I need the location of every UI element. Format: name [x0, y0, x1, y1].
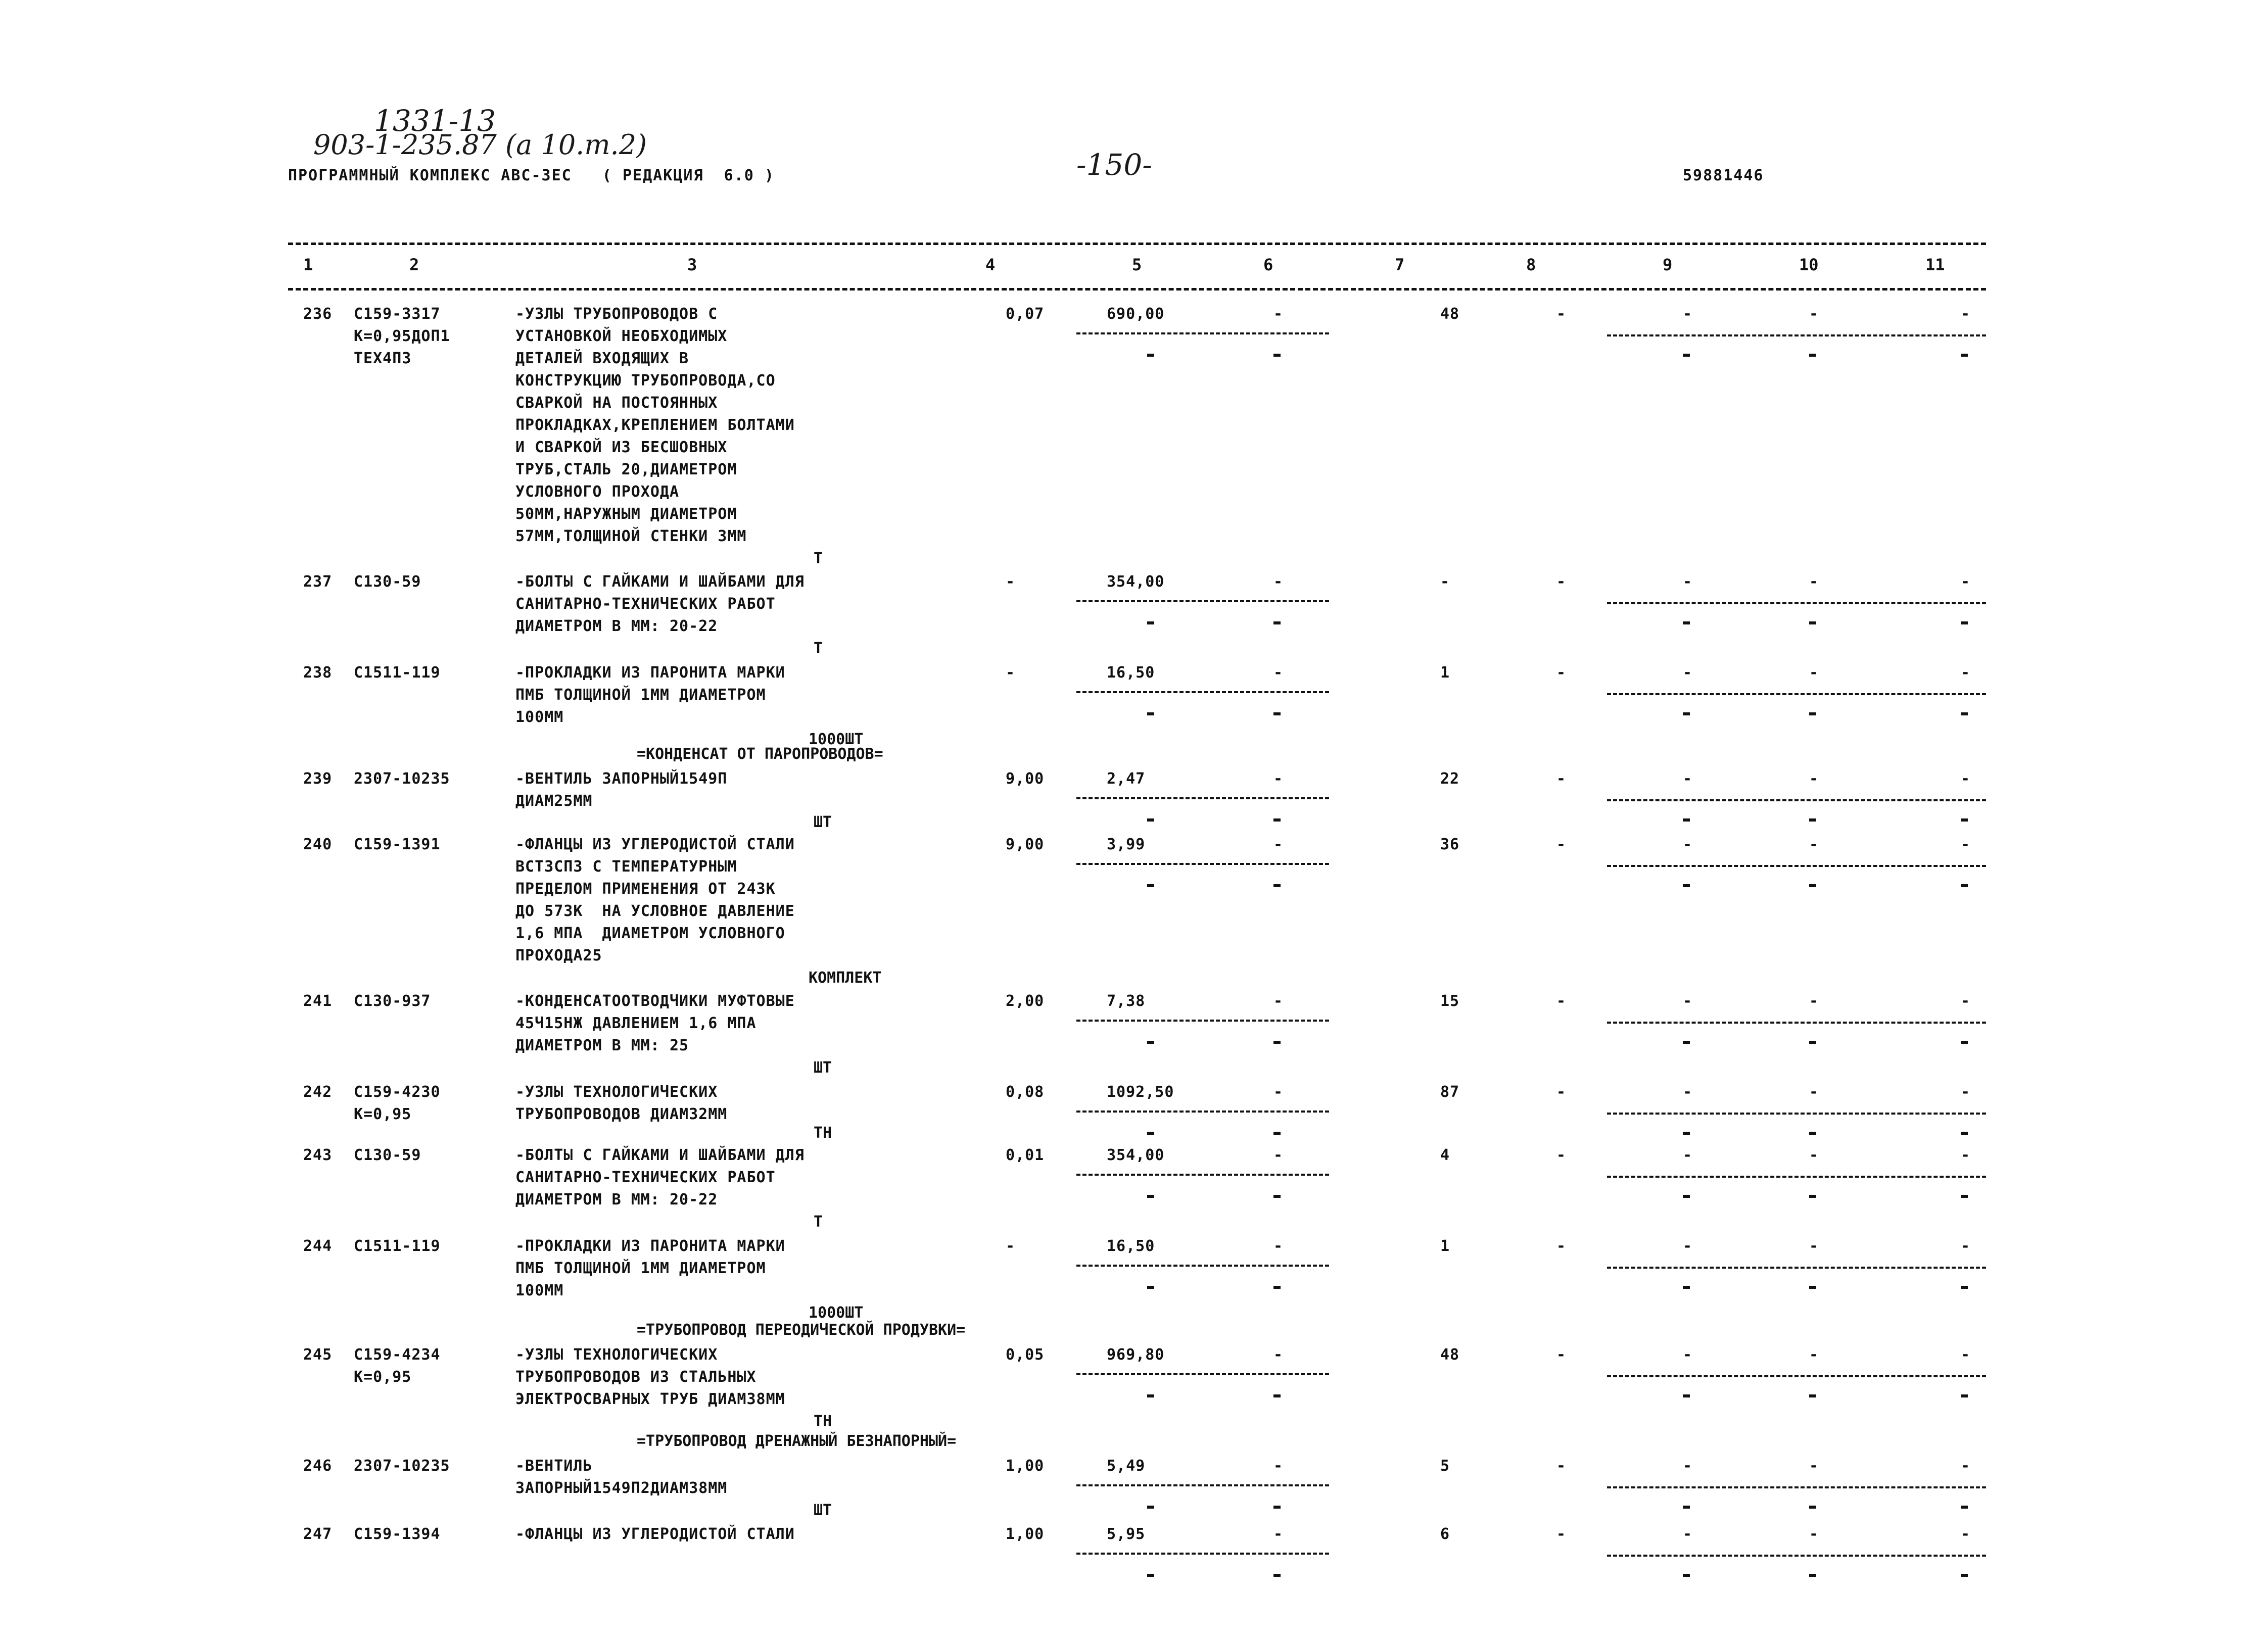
row-price: 16,50 — [1107, 1237, 1155, 1255]
row-col9: - — [1683, 664, 1693, 682]
row-col8: - — [1556, 573, 1567, 591]
dash-mark — [1147, 1506, 1154, 1509]
price-subtotal-rule — [1076, 1111, 1329, 1113]
column-header: 1 — [303, 255, 313, 274]
column-header: 11 — [1925, 255, 1945, 274]
row-number: 241 — [303, 992, 333, 1010]
row-col9: - — [1683, 1146, 1693, 1164]
row-description: -УЗЛЫ ТЕХНОЛОГИЧЕСКИХ ТРУБОПРОВОДОВ ИЗ СТАЛЬНЫХ ЭЛЕКТРОСВАРНЫХ ТРУБ ДИАМ38ММ — [515, 1346, 785, 1408]
right-subtotal-rule — [1607, 1113, 1986, 1115]
row-quantity: - — [1006, 1237, 1016, 1255]
row-col9: - — [1683, 1083, 1693, 1101]
right-subtotal-rule — [1607, 1267, 1986, 1269]
dash-mark — [1273, 1132, 1281, 1135]
dash-mark — [1961, 818, 1968, 822]
row-col7: 48 — [1440, 305, 1460, 323]
row-description: -КОНДЕНСАТООТВОДЧИКИ МУФТОВЫЕ 45Ч15НЖ ДАВЛЕНИЕМ 1,6 МПА ДИАМЕТРОМ В ММ: 25 — [515, 992, 795, 1054]
price-subtotal-rule — [1076, 691, 1329, 693]
section-heading: =КОНДЕНСАТ ОТ ПАРОПРОВОДОВ= — [637, 745, 883, 763]
dash-mark — [1809, 1132, 1816, 1135]
column-header: 10 — [1799, 255, 1819, 274]
dash-mark — [1961, 1286, 1968, 1289]
right-subtotal-rule — [1607, 602, 1986, 604]
dash-mark — [1809, 621, 1816, 624]
dash-mark — [1147, 1041, 1154, 1044]
dash-mark — [1683, 1574, 1690, 1577]
row-unit: 1000ШТ — [809, 731, 864, 748]
dash-mark — [1147, 621, 1154, 624]
row-col11: - — [1961, 1457, 1971, 1475]
row-col11: - — [1961, 992, 1971, 1010]
dash-mark — [1147, 1574, 1154, 1577]
dash-mark — [1273, 1506, 1281, 1509]
dash-mark — [1961, 1132, 1968, 1135]
dash-mark — [1273, 1041, 1281, 1044]
row-price: 354,00 — [1107, 573, 1165, 591]
row-col7: 1 — [1440, 1237, 1450, 1255]
row-description: -ФЛАНЦЫ ИЗ УГЛЕРОДИСТОЙ СТАЛИ ВСТ3СП3 С ТЕМПЕРАТУРНЫМ ПРЕДЕЛОМ ПРИМЕНЕНИЯ ОТ 243К ДО 573К НА УСЛОВНОЕ ДАВЛЕНИЕ 1,6 МПА ДИАМЕТРОМ УСЛОВНОГО ПРОХОДА25 — [515, 836, 795, 964]
row-description: -УЗЛЫ ТЕХНОЛОГИЧЕСКИХ ТРУБОПРОВОДОВ ДИАМ32ММ — [515, 1083, 728, 1123]
handwritten-reference: 903-1-235.87 (а 10.т.2) — [313, 129, 647, 161]
row-code: С159-1394 — [354, 1525, 441, 1543]
row-col9: - — [1683, 573, 1693, 591]
dash-mark — [1147, 884, 1154, 887]
dash-mark — [1683, 1506, 1690, 1509]
row-price: 969,80 — [1107, 1346, 1165, 1364]
row-col11: - — [1961, 1346, 1971, 1364]
price-subtotal-rule — [1076, 1265, 1329, 1267]
row-col10: - — [1809, 770, 1819, 788]
dash-mark — [1273, 818, 1281, 822]
row-col7: - — [1440, 573, 1450, 591]
dash-mark — [1809, 1195, 1816, 1198]
row-price: 7,38 — [1107, 992, 1146, 1010]
row-col7: 6 — [1440, 1525, 1450, 1543]
row-col10: - — [1809, 573, 1819, 591]
price-subtotal-rule — [1076, 1174, 1329, 1176]
row-quantity: 9,00 — [1006, 836, 1045, 853]
row-unit: ШТ — [814, 813, 832, 831]
row-col9: - — [1683, 770, 1693, 788]
row-price: 354,00 — [1107, 1146, 1165, 1164]
row-col8: - — [1556, 836, 1567, 853]
column-header: 6 — [1263, 255, 1273, 274]
row-col8: - — [1556, 1146, 1567, 1164]
row-col6: - — [1273, 664, 1284, 682]
column-header: 8 — [1526, 255, 1536, 274]
row-col6: - — [1273, 1146, 1284, 1164]
right-subtotal-rule — [1607, 1486, 1986, 1488]
price-subtotal-rule — [1076, 797, 1329, 799]
row-number: 240 — [303, 836, 333, 853]
right-subtotal-rule — [1607, 799, 1986, 801]
row-col6: - — [1273, 1237, 1284, 1255]
row-quantity: 1,00 — [1006, 1525, 1045, 1543]
row-number: 244 — [303, 1237, 333, 1255]
dash-mark — [1683, 1195, 1690, 1198]
price-subtotal-rule — [1076, 1484, 1329, 1486]
dash-mark — [1273, 1574, 1281, 1577]
dash-mark — [1683, 884, 1690, 887]
row-number: 238 — [303, 664, 333, 682]
right-subtotal-rule — [1607, 334, 1986, 336]
row-col6: - — [1273, 305, 1284, 323]
row-unit: ТН — [814, 1413, 832, 1430]
row-number: 245 — [303, 1346, 333, 1364]
price-subtotal-rule — [1076, 1373, 1329, 1375]
row-price: 2,47 — [1107, 770, 1146, 788]
row-number: 246 — [303, 1457, 333, 1475]
row-col9: - — [1683, 1237, 1693, 1255]
row-price: 5,49 — [1107, 1457, 1146, 1475]
row-col8: - — [1556, 992, 1567, 1010]
row-col7: 87 — [1440, 1083, 1460, 1101]
row-description: -ПРОКЛАДКИ ИЗ ПАРОНИТА МАРКИ ПМБ ТОЛЩИНОЙ 1ММ ДИАМЕТРОМ 100ММ — [515, 1237, 785, 1299]
row-col9: - — [1683, 1457, 1693, 1475]
row-col6: - — [1273, 573, 1284, 591]
row-col10: - — [1809, 1346, 1819, 1364]
dash-mark — [1809, 1394, 1816, 1397]
dash-mark — [1147, 712, 1154, 715]
row-col7: 5 — [1440, 1457, 1450, 1475]
price-subtotal-rule — [1076, 332, 1329, 334]
dash-mark — [1961, 1574, 1968, 1577]
dash-mark — [1961, 621, 1968, 624]
dash-mark — [1683, 354, 1690, 357]
dash-mark — [1809, 1041, 1816, 1044]
dash-mark — [1147, 1195, 1154, 1198]
row-col10: - — [1809, 1146, 1819, 1164]
row-quantity: 0,08 — [1006, 1083, 1045, 1101]
right-subtotal-rule — [1607, 1555, 1986, 1557]
dash-mark — [1809, 1286, 1816, 1289]
row-unit: ШТ — [814, 1502, 832, 1519]
dash-mark — [1809, 1574, 1816, 1577]
dash-mark — [1683, 1041, 1690, 1044]
dash-mark — [1147, 1286, 1154, 1289]
row-description: -ФЛАНЦЫ ИЗ УГЛЕРОДИСТОЙ СТАЛИ — [515, 1525, 795, 1543]
row-col6: - — [1273, 1525, 1284, 1543]
row-col6: - — [1273, 770, 1284, 788]
row-unit: Т — [814, 1213, 823, 1231]
dash-mark — [1809, 884, 1816, 887]
row-code: 2307-10235 — [354, 770, 450, 788]
row-price: 690,00 — [1107, 305, 1165, 323]
row-price: 3,99 — [1107, 836, 1146, 853]
column-header: 9 — [1663, 255, 1673, 274]
row-col11: - — [1961, 1083, 1971, 1101]
dash-mark — [1273, 712, 1281, 715]
row-code: С1511-119 — [354, 664, 441, 682]
row-col10: - — [1809, 1457, 1819, 1475]
row-col9: - — [1683, 1525, 1693, 1543]
dash-mark — [1273, 1286, 1281, 1289]
dash-mark — [1961, 1041, 1968, 1044]
row-quantity: - — [1006, 573, 1016, 591]
dash-mark — [1961, 354, 1968, 357]
row-col11: - — [1961, 1146, 1971, 1164]
row-col8: - — [1556, 1457, 1567, 1475]
row-description: -БОЛТЫ С ГАЙКАМИ И ШАЙБАМИ ДЛЯ САНИТАРНО-ТЕХНИЧЕСКИХ РАБОТ ДИАМЕТРОМ В ММ: 20-22 — [515, 573, 805, 635]
row-description: -ПРОКЛАДКИ ИЗ ПАРОНИТА МАРКИ ПМБ ТОЛЩИНОЙ 1ММ ДИАМЕТРОМ 100ММ — [515, 664, 785, 726]
row-code: С159-4230 К=0,95 — [354, 1083, 441, 1123]
row-code: 2307-10235 — [354, 1457, 450, 1475]
row-col11: - — [1961, 1237, 1971, 1255]
row-description: -ВЕНТИЛЬ ЗАПОРНЫЙ1549П ДИАМ25ММ — [515, 770, 728, 810]
row-col6: - — [1273, 1083, 1284, 1101]
row-unit: ТН — [814, 1124, 832, 1142]
row-code: С130-937 — [354, 992, 431, 1010]
row-unit: Т — [814, 550, 823, 567]
row-col10: - — [1809, 305, 1819, 323]
row-quantity: 0,05 — [1006, 1346, 1045, 1364]
dash-mark — [1809, 818, 1816, 822]
row-col9: - — [1683, 992, 1693, 1010]
dash-mark — [1273, 621, 1281, 624]
dash-mark — [1961, 1394, 1968, 1397]
row-col10: - — [1809, 836, 1819, 853]
row-description: -БОЛТЫ С ГАЙКАМИ И ШАЙБАМИ ДЛЯ САНИТАРНО-ТЕХНИЧЕСКИХ РАБОТ ДИАМЕТРОМ В ММ: 20-22 — [515, 1146, 805, 1209]
row-quantity: 2,00 — [1006, 992, 1045, 1010]
row-quantity: 0,07 — [1006, 305, 1045, 323]
row-col8: - — [1556, 305, 1567, 323]
dash-mark — [1683, 1132, 1690, 1135]
row-col8: - — [1556, 664, 1567, 682]
right-subtotal-rule — [1607, 1176, 1986, 1178]
row-number: 247 — [303, 1525, 333, 1543]
dash-mark — [1683, 712, 1690, 715]
column-header: 7 — [1395, 255, 1405, 274]
row-code: С159-1391 — [354, 836, 441, 853]
dash-mark — [1273, 1195, 1281, 1198]
dash-mark — [1809, 712, 1816, 715]
dash-mark — [1147, 1132, 1154, 1135]
dash-mark — [1147, 1394, 1154, 1397]
row-col7: 15 — [1440, 992, 1460, 1010]
column-header: 5 — [1132, 255, 1142, 274]
row-code: С130-59 — [354, 573, 421, 591]
dash-mark — [1961, 712, 1968, 715]
row-col11: - — [1961, 836, 1971, 853]
row-col9: - — [1683, 305, 1693, 323]
row-col10: - — [1809, 1083, 1819, 1101]
row-number: 243 — [303, 1146, 333, 1164]
right-subtotal-rule — [1607, 1375, 1986, 1377]
dash-mark — [1683, 1286, 1690, 1289]
column-header: 3 — [687, 255, 697, 274]
row-col9: - — [1683, 1346, 1693, 1364]
row-unit: КОМПЛЕКТ — [809, 969, 882, 987]
row-unit: 1000ШТ — [809, 1304, 864, 1322]
section-heading: =ТРУБОПРОВОД ДРЕНАЖНЫЙ БЕЗНАПОРНЫЙ= — [637, 1432, 957, 1450]
row-unit: ШТ — [814, 1059, 832, 1077]
row-code: С159-3317 К=0,95ДОП1 ТЕХ4П3 — [354, 305, 450, 367]
dash-mark — [1961, 884, 1968, 887]
row-number: 237 — [303, 573, 333, 591]
row-number: 242 — [303, 1083, 333, 1101]
handwritten-page-number: -150- — [1076, 148, 1152, 182]
row-col10: - — [1809, 1525, 1819, 1543]
row-col8: - — [1556, 1237, 1567, 1255]
dash-mark — [1683, 1394, 1690, 1397]
document-number: 59881446 — [1683, 167, 1764, 184]
row-quantity: 9,00 — [1006, 770, 1045, 788]
row-col8: - — [1556, 1083, 1567, 1101]
row-col11: - — [1961, 664, 1971, 682]
row-code: С130-59 — [354, 1146, 421, 1164]
row-col6: - — [1273, 1346, 1284, 1364]
row-col10: - — [1809, 1237, 1819, 1255]
row-quantity: - — [1006, 664, 1016, 682]
row-col8: - — [1556, 1525, 1567, 1543]
row-col11: - — [1961, 770, 1971, 788]
dash-mark — [1683, 818, 1690, 822]
dash-mark — [1273, 354, 1281, 357]
dash-mark — [1273, 1394, 1281, 1397]
row-col8: - — [1556, 770, 1567, 788]
row-col8: - — [1556, 1346, 1567, 1364]
section-heading: =ТРУБОПРОВОД ПЕРЕОДИЧЕСКОЙ ПРОДУВКИ= — [637, 1321, 966, 1339]
dash-mark — [1961, 1195, 1968, 1198]
row-price: 5,95 — [1107, 1525, 1146, 1543]
row-description: -УЗЛЫ ТРУБОПРОВОДОВ С УСТАНОВКОЙ НЕОБХОДИМЫХ ДЕТАЛЕЙ ВХОДЯЩИХ В КОНСТРУКЦИЮ ТРУБОПРОВОДА,СО СВАРКОЙ НА ПОСТОЯННЫХ ПРОКЛАДКАХ,КРЕПЛЕНИЕМ БОЛТАМИ И СВАРКОЙ ИЗ БЕСШОВНЫХ ТРУБ,СТАЛЬ 20,ДИАМЕТРОМ УСЛОВНОГО ПРОХОДА 50ММ,НАРУЖНЫМ ДИАМЕТРОМ 57ММ,ТОЛЩИНОЙ СТЕНКИ 3ММ — [515, 305, 795, 545]
dash-mark — [1147, 354, 1154, 357]
row-col11: - — [1961, 1525, 1971, 1543]
row-col10: - — [1809, 664, 1819, 682]
row-price: 1092,50 — [1107, 1083, 1174, 1101]
right-subtotal-rule — [1607, 693, 1986, 695]
row-number: 236 — [303, 305, 333, 323]
column-header: 4 — [985, 255, 996, 274]
row-col11: - — [1961, 305, 1971, 323]
row-col9: - — [1683, 836, 1693, 853]
right-subtotal-rule — [1607, 865, 1986, 867]
row-col6: - — [1273, 992, 1284, 1010]
row-col7: 4 — [1440, 1146, 1450, 1164]
row-number: 239 — [303, 770, 333, 788]
row-col7: 48 — [1440, 1346, 1460, 1364]
row-col7: 36 — [1440, 836, 1460, 853]
program-header: ПРОГРАММНЫЙ КОМПЛЕКС АВС-ЗЕС ( РЕДАКЦИЯ 6.0 ) — [288, 167, 775, 184]
row-unit: Т — [814, 640, 823, 657]
price-subtotal-rule — [1076, 1553, 1329, 1555]
column-header: 2 — [409, 255, 419, 274]
right-subtotal-rule — [1607, 1022, 1986, 1024]
row-col6: - — [1273, 1457, 1284, 1475]
row-col7: 22 — [1440, 770, 1460, 788]
price-subtotal-rule — [1076, 600, 1329, 602]
dash-mark — [1273, 884, 1281, 887]
row-quantity: 1,00 — [1006, 1457, 1045, 1475]
row-price: 16,50 — [1107, 664, 1155, 682]
row-col6: - — [1273, 836, 1284, 853]
row-code: С159-4234 К=0,95 — [354, 1346, 441, 1386]
price-subtotal-rule — [1076, 863, 1329, 865]
row-description: -ВЕНТИЛЬ ЗАПОРНЫЙ1549П2ДИАМ38ММ — [515, 1457, 728, 1497]
dash-mark — [1961, 1506, 1968, 1509]
row-col11: - — [1961, 573, 1971, 591]
price-subtotal-rule — [1076, 1020, 1329, 1022]
row-col7: 1 — [1440, 664, 1450, 682]
dash-mark — [1147, 818, 1154, 822]
row-code: С1511-119 — [354, 1237, 441, 1255]
dash-mark — [1809, 354, 1816, 357]
row-col10: - — [1809, 992, 1819, 1010]
dash-mark — [1683, 621, 1690, 624]
handwritten-code: 1331-13 — [374, 104, 496, 138]
dash-mark — [1809, 1506, 1816, 1509]
row-quantity: 0,01 — [1006, 1146, 1045, 1164]
